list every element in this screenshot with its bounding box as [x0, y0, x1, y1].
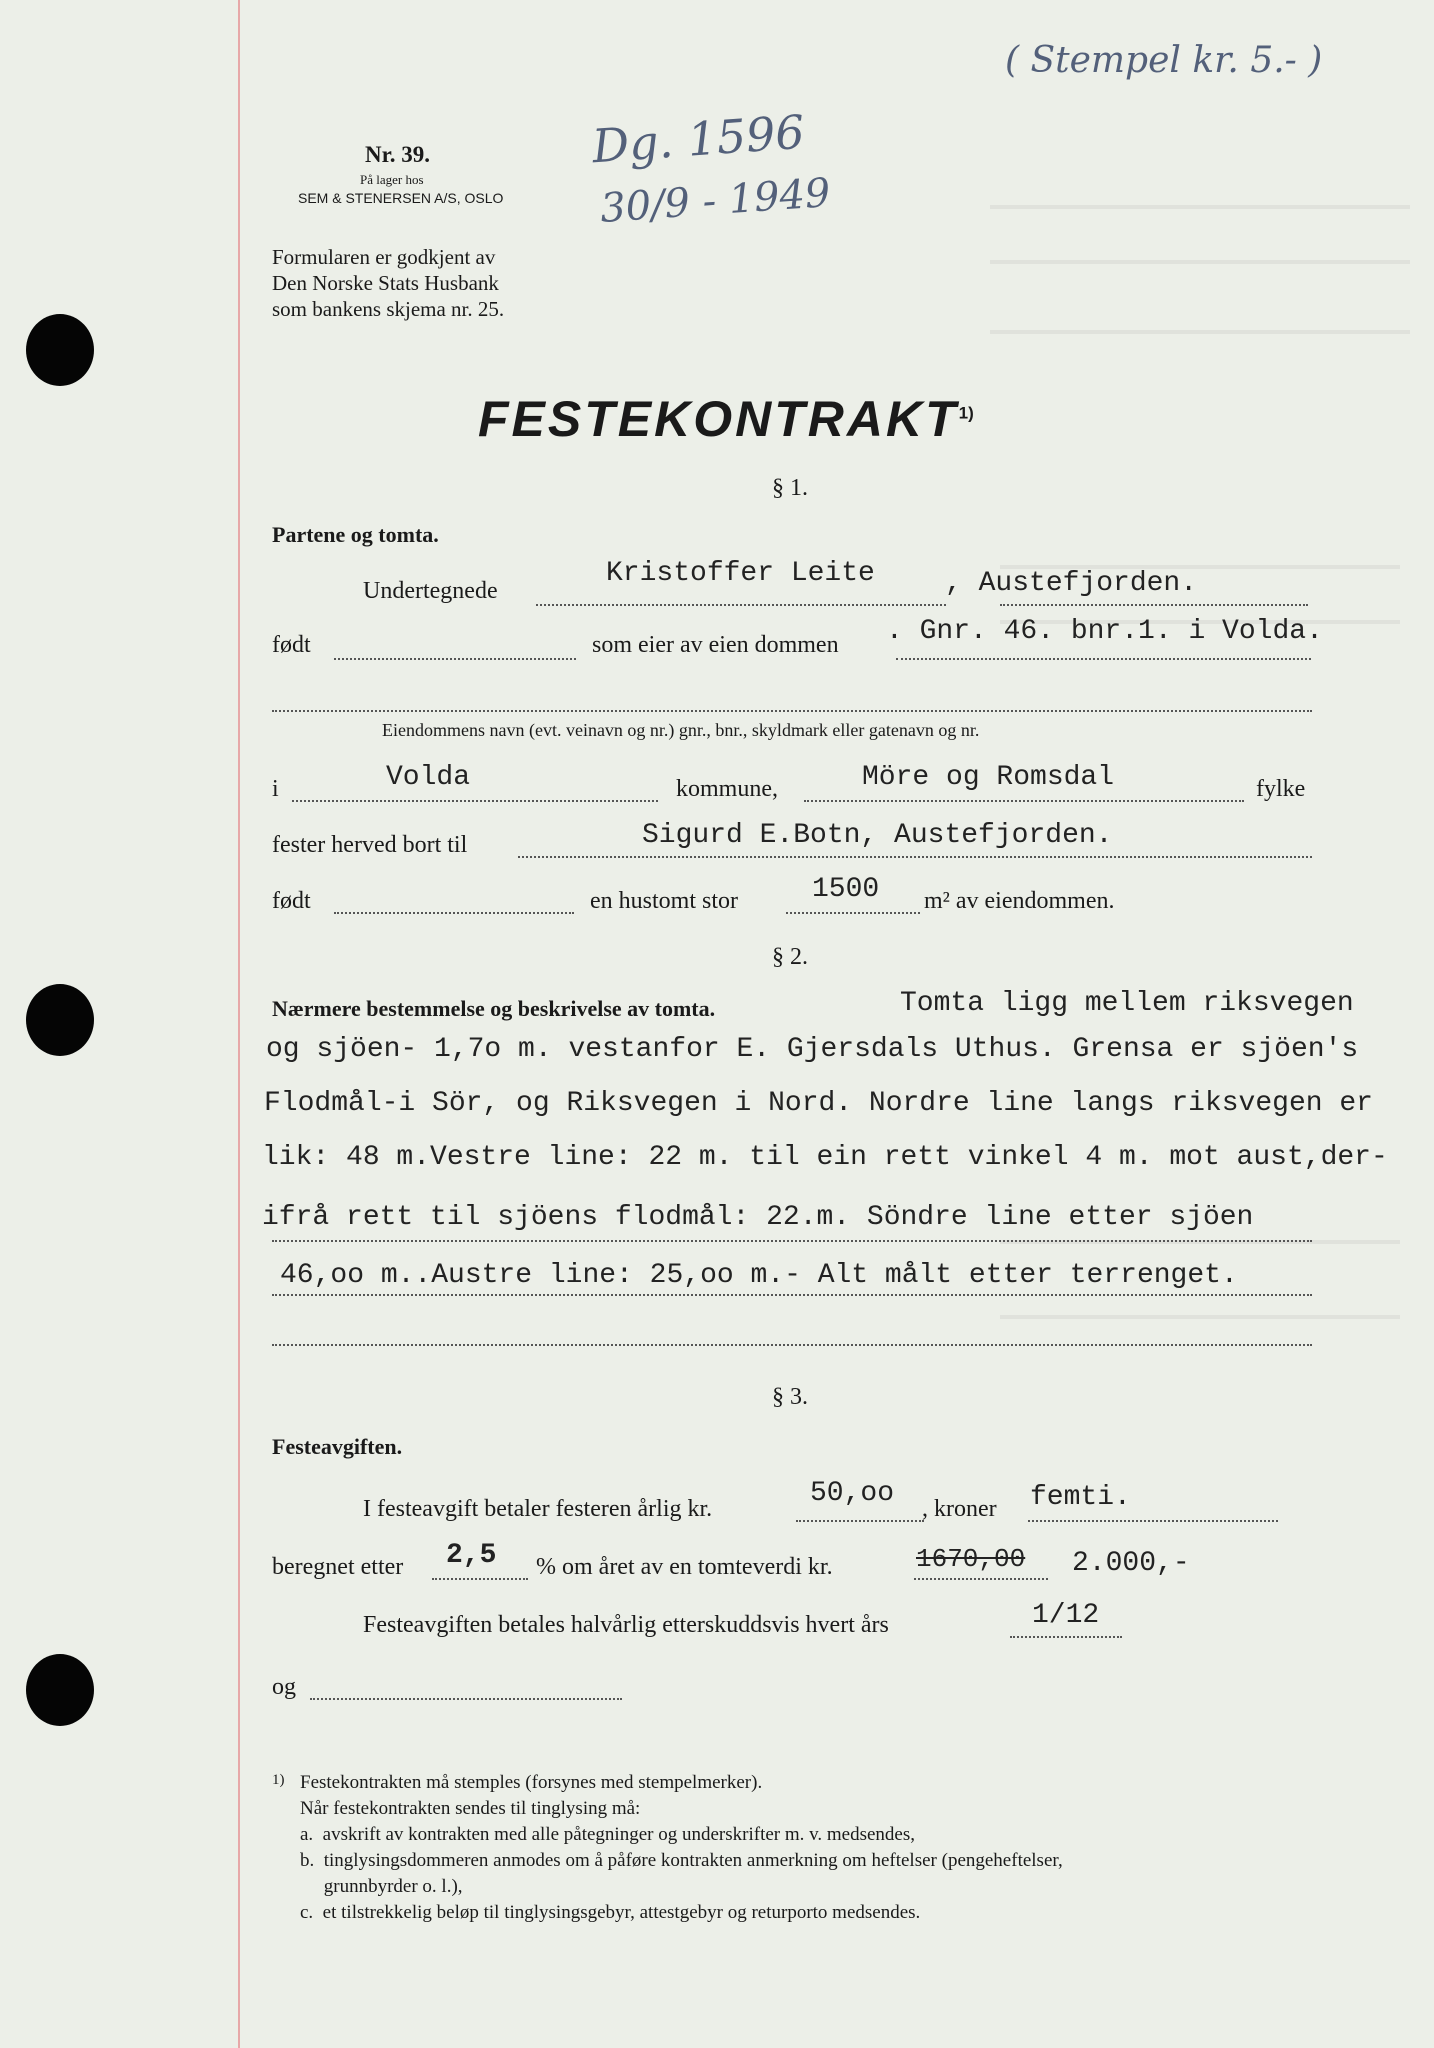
section-3-subheading: Festeavgiften. — [272, 1434, 403, 1459]
document-title — [478, 390, 974, 448]
description-line-2: og sjöen- 1,7o m. vestanfor E. Gjersdals Uthus. Grensa er sjöen's — [266, 1034, 1359, 1065]
fee-tomteverdi: 2.000,- — [1072, 1548, 1190, 1579]
footnote-item-c: c. et tilstrekkelig beløp til tinglysingsgebyr, attestgebyr og returporto medsendes. — [300, 1902, 921, 1923]
fylke-label: fylke — [1256, 776, 1306, 802]
title-footnote-marker: 1) — [958, 403, 974, 423]
footnote-item-b-cont: grunnbyrder o. l.), — [300, 1876, 463, 1897]
eiendom-note: Eiendommens navn (evt. veinavn og nr.) gnr., bnr., skyldmark eller gatenavn og nr. — [382, 720, 980, 740]
fee-line-4-label: og — [272, 1674, 296, 1700]
fee-line-1-label: I festeavgift betaler festeren årlig kr. — [363, 1496, 713, 1522]
section-1-subheading: Partene og tomta. — [272, 522, 439, 547]
hustomt-unit: m² av eiendommen. — [924, 888, 1115, 914]
fodt-label: født — [272, 632, 311, 658]
footnote-item-a: a. avskrift av kontrakten med alle påtegninger og underskrifter m. v. medsendes, — [300, 1824, 916, 1845]
footnote-marker: 1) — [272, 1772, 285, 1788]
kommune-label: kommune, — [676, 776, 778, 802]
punch-hole-top — [26, 314, 94, 386]
fee-line-3-label: Festeavgiften betales halvårlig etterskuddsvis hvert års — [363, 1612, 889, 1638]
form-number: Nr. 39. — [365, 142, 430, 167]
handwritten-reference-number: Dg. 1596 — [590, 104, 807, 174]
approval-line-1: Formularen er godkjent av — [272, 245, 496, 269]
footnote-item-b: b. tinglysingsdommeren anmodes om å påføre kontrakten anmerkning om heftelser (pengeheftelser, — [300, 1850, 1063, 1871]
section-3-heading: § 3. — [772, 1384, 808, 1410]
eier-label: som eier av eien dommen — [592, 632, 839, 658]
description-line-5: ifrå rett til sjöens flodmål: 22.m. Söndre line etter sjöen — [262, 1202, 1254, 1233]
fee-words: femti. — [1030, 1482, 1131, 1513]
hustomt-value: 1500 — [812, 874, 880, 905]
description-line-4: lik: 48 m.Vestre line: 22 m. til ein rett vinkel 4 m. mot aust,der- — [262, 1142, 1388, 1173]
punch-hole-middle — [26, 984, 94, 1056]
fylke-value: Möre og Romsdal — [862, 762, 1115, 793]
fee-struck-value: 1670,00 — [916, 1544, 1026, 1574]
stock-line-2: SEM & STENERSEN A/S, OSLO — [298, 190, 504, 206]
fee-percent: 2,5 — [446, 1540, 497, 1571]
margin-rule — [238, 0, 240, 2048]
description-line-3: Flodmål-i Sör, og Riksvegen i Nord. Nordre line langs riksvegen er — [264, 1088, 1373, 1119]
section-2-heading: § 2. — [772, 944, 808, 970]
fee-line-2-label: beregnet etter — [272, 1554, 404, 1580]
fee-amount: 50,oo — [810, 1478, 895, 1509]
footnote-line-1: Festekontrakten må stemples (forsynes med stempelmerker). — [300, 1772, 763, 1793]
description-line-1: Tomta ligg mellem riksvegen — [900, 988, 1354, 1019]
fester-value: Sigurd E.Botn, Austefjorden. — [642, 820, 1113, 851]
undertegnede-place: , Austefjorden. — [945, 568, 1198, 599]
fee-payment-date: 1/12 — [1032, 1600, 1100, 1631]
stock-line-1: På lager hos — [360, 172, 424, 187]
fester-label: fester herved bort til — [272, 832, 468, 858]
undertegnede-name: Kristoffer Leite — [606, 558, 875, 589]
handwritten-stamp-note: ( Stempel kr. 5.- ) — [1005, 40, 1323, 81]
hustomt-label: en hustomt stor — [590, 888, 738, 914]
approval-line-3: som bankens skjema nr. 25. — [272, 297, 505, 321]
fee-kroner-label: , kroner — [922, 1496, 997, 1522]
fee-line-2-mid: % om året av en tomteverdi kr. — [536, 1554, 833, 1580]
undertegnede-label: Undertegnede — [363, 578, 498, 604]
section-2-subheading: Nærmere bestemmelse og beskrivelse av tomta. — [272, 996, 716, 1021]
i-label: i — [272, 776, 279, 802]
fodt-2-label: født — [272, 888, 311, 914]
punch-hole-bottom — [26, 1654, 94, 1726]
handwritten-reference-date: 30/9 - 1949 — [598, 170, 832, 232]
description-line-6: 46,oo m..Austre line: 25,oo m.- Alt målt etter terrenget. — [280, 1260, 1238, 1291]
section-1-heading: § 1. — [772, 475, 808, 501]
kommune-value: Volda — [386, 762, 471, 793]
approval-line-2: Den Norske Stats Husbank — [272, 271, 499, 295]
document-title-text: FESTEKONTRAKT — [478, 391, 959, 447]
eiendom-value: . Gnr. 46. bnr.1. i Volda. — [886, 616, 1323, 647]
footnote-line-2: Når festekontrakten sendes til tinglysing må: — [300, 1798, 641, 1819]
